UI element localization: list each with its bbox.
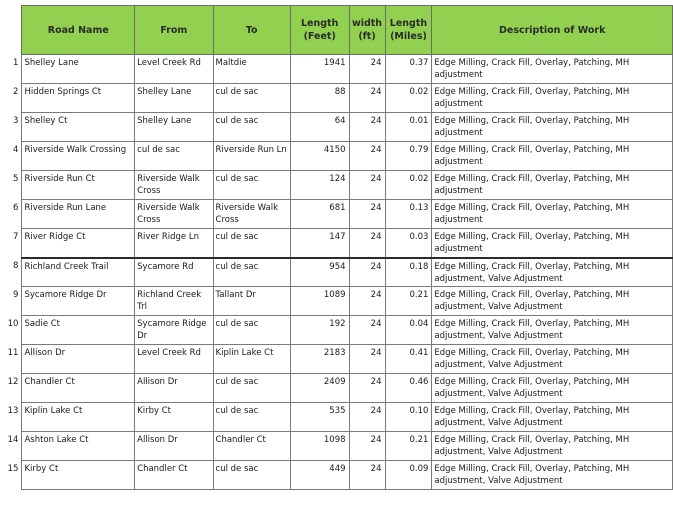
row-number: 6 [4, 200, 22, 229]
road-name-cell[interactable]: Kiplin Lake Ct [22, 403, 135, 432]
from-cell[interactable]: Allison Dr [135, 432, 213, 461]
to-cell[interactable]: cul de sac [213, 316, 290, 345]
width-cell[interactable]: 24 [349, 432, 385, 461]
road-name-cell[interactable]: Allison Dr [22, 345, 135, 374]
road-name-cell[interactable]: Ashton Lake Ct [22, 432, 135, 461]
width-cell[interactable]: 24 [349, 55, 385, 84]
length-miles-cell[interactable]: 0.37 [385, 55, 432, 84]
table-row [4, 461, 673, 490]
length-feet-cell[interactable]: 147 [290, 229, 349, 258]
from-cell[interactable]: Shelley Lane [135, 84, 213, 113]
width-cell[interactable]: 24 [349, 316, 385, 345]
row-number: 11 [4, 345, 22, 374]
table-row [4, 229, 673, 258]
length-miles-cell[interactable]: 0.21 [385, 287, 432, 316]
length-miles-cell[interactable]: 0.41 [385, 345, 432, 374]
header-length-feet[interactable]: Length (Feet) [290, 6, 349, 55]
header-length-miles[interactable]: Length (Miles) [385, 6, 432, 55]
road-name-cell[interactable]: Sycamore Ridge Dr [22, 287, 135, 316]
to-cell[interactable]: Riverside Run Ln [213, 142, 290, 171]
width-cell[interactable]: 24 [349, 171, 385, 200]
description-cell[interactable]: Edge Milling, Crack Fill, Overlay, Patching, MH adjustment [432, 142, 673, 171]
to-cell[interactable]: cul de sac [213, 374, 290, 403]
description-cell[interactable]: Edge Milling, Crack Fill, Overlay, Patching, MH adjustment, Valve Adjustment [432, 316, 673, 345]
from-cell[interactable]: Sycamore Rd [135, 258, 213, 287]
table-row [4, 84, 673, 113]
length-miles-cell[interactable]: 0.21 [385, 432, 432, 461]
road-name-cell[interactable]: Riverside Run Lane [22, 200, 135, 229]
road-name-cell[interactable]: Hidden Springs Ct [22, 84, 135, 113]
length-miles-cell[interactable]: 0.18 [385, 258, 432, 287]
length-feet-cell[interactable]: 192 [290, 316, 349, 345]
table-row [4, 142, 673, 171]
description-cell[interactable]: Edge Milling, Crack Fill, Overlay, Patching, MH adjustment, Valve Adjustment [432, 374, 673, 403]
table-row [4, 258, 673, 287]
from-cell[interactable]: Shelley Lane [135, 113, 213, 142]
road-name-cell[interactable]: River Ridge Ct [22, 229, 135, 258]
from-cell[interactable]: Richland Creek Trl [135, 287, 213, 316]
description-cell[interactable]: Edge Milling, Crack Fill, Overlay, Patching, MH adjustment, Valve Adjustment [432, 258, 673, 287]
length-miles-cell[interactable]: 0.03 [385, 229, 432, 258]
width-cell[interactable]: 24 [349, 113, 385, 142]
width-cell[interactable]: 24 [349, 142, 385, 171]
description-cell[interactable]: Edge Milling, Crack Fill, Overlay, Patching, MH adjustment, Valve Adjustment [432, 461, 673, 490]
length-feet-cell[interactable]: 124 [290, 171, 349, 200]
description-cell[interactable]: Edge Milling, Crack Fill, Overlay, Patching, MH adjustment [432, 229, 673, 258]
width-cell[interactable]: 24 [349, 287, 385, 316]
length-miles-cell[interactable]: 0.04 [385, 316, 432, 345]
length-feet-cell[interactable]: 1098 [290, 432, 349, 461]
description-cell[interactable]: Edge Milling, Crack Fill, Overlay, Patching, MH adjustment [432, 84, 673, 113]
from-cell[interactable]: Kirby Ct [135, 403, 213, 432]
row-number: 1 [4, 55, 22, 84]
from-cell[interactable]: Riverside Walk Cross [135, 171, 213, 200]
road-name-cell[interactable]: Kirby Ct [22, 461, 135, 490]
length-feet-cell[interactable]: 1941 [290, 55, 349, 84]
length-feet-cell[interactable]: 681 [290, 200, 349, 229]
length-miles-cell[interactable]: 0.13 [385, 200, 432, 229]
table-row [4, 345, 673, 374]
header-from[interactable]: From [135, 6, 213, 55]
road-work-table [4, 5, 673, 490]
table-row [4, 113, 673, 142]
table-row [4, 55, 673, 84]
table-row [4, 171, 673, 200]
width-cell[interactable]: 24 [349, 345, 385, 374]
to-cell[interactable]: cul de sac [213, 258, 290, 287]
row-number: 13 [4, 403, 22, 432]
to-cell[interactable]: Kiplin Lake Ct [213, 345, 290, 374]
description-cell[interactable]: Edge Milling, Crack Fill, Overlay, Patching, MH adjustment, Valve Adjustment [432, 287, 673, 316]
road-name-cell[interactable]: Richland Creek Trail [22, 258, 135, 287]
length-feet-cell[interactable]: 1089 [290, 287, 349, 316]
from-cell[interactable]: River Ridge Ln [135, 229, 213, 258]
width-cell[interactable]: 24 [349, 200, 385, 229]
table-row [4, 374, 673, 403]
length-miles-cell[interactable]: 0.02 [385, 84, 432, 113]
row-number: 10 [4, 316, 22, 345]
header-road-name[interactable]: Road Name [22, 6, 135, 55]
from-cell[interactable]: Sycamore Ridge Dr [135, 316, 213, 345]
row-number-header [4, 6, 22, 55]
from-cell[interactable]: Chandler Ct [135, 461, 213, 490]
length-miles-cell[interactable]: 0.01 [385, 113, 432, 142]
header-width-ft[interactable]: width (ft) [349, 6, 385, 55]
table-row [4, 200, 673, 229]
width-cell[interactable]: 24 [349, 229, 385, 258]
table-row [4, 403, 673, 432]
header-description[interactable]: Description of Work [432, 6, 673, 55]
to-cell[interactable]: cul de sac [213, 84, 290, 113]
row-number: 15 [4, 461, 22, 490]
row-number: 9 [4, 287, 22, 316]
row-number: 8 [4, 258, 22, 287]
from-cell[interactable]: cul de sac [135, 142, 213, 171]
from-cell[interactable]: Level Creek Rd [135, 345, 213, 374]
length-miles-cell[interactable]: 0.09 [385, 461, 432, 490]
row-number: 14 [4, 432, 22, 461]
table-row [4, 432, 673, 461]
row-number: 7 [4, 229, 22, 258]
to-cell[interactable]: cul de sac [213, 461, 290, 490]
length-feet-cell[interactable]: 449 [290, 461, 349, 490]
road-name-cell[interactable]: Riverside Run Ct [22, 171, 135, 200]
table-row [4, 287, 673, 316]
from-cell[interactable]: Level Creek Rd [135, 55, 213, 84]
width-cell[interactable]: 24 [349, 84, 385, 113]
width-cell[interactable]: 24 [349, 374, 385, 403]
road-name-cell[interactable]: Chandler Ct [22, 374, 135, 403]
row-number: 5 [4, 171, 22, 200]
to-cell[interactable]: Maltdie [213, 55, 290, 84]
description-cell[interactable]: Edge Milling, Crack Fill, Overlay, Patching, MH adjustment [432, 113, 673, 142]
description-cell[interactable]: Edge Milling, Crack Fill, Overlay, Patching, MH adjustment, Valve Adjustment [432, 403, 673, 432]
length-feet-cell[interactable]: 954 [290, 258, 349, 287]
length-feet-cell[interactable]: 88 [290, 84, 349, 113]
to-cell[interactable]: cul de sac [213, 171, 290, 200]
from-cell[interactable]: Riverside Walk Cross [135, 200, 213, 229]
width-cell[interactable]: 24 [349, 258, 385, 287]
description-cell[interactable]: Edge Milling, Crack Fill, Overlay, Patching, MH adjustment, Valve Adjustment [432, 432, 673, 461]
description-cell[interactable]: Edge Milling, Crack Fill, Overlay, Patching, MH adjustment, Valve Adjustment [432, 345, 673, 374]
header-to[interactable]: To [213, 6, 290, 55]
road-name-cell[interactable]: Shelley Lane [22, 55, 135, 84]
to-cell[interactable]: Chandler Ct [213, 432, 290, 461]
length-feet-cell[interactable]: 64 [290, 113, 349, 142]
description-cell[interactable]: Edge Milling, Crack Fill, Overlay, Patching, MH adjustment [432, 171, 673, 200]
table-row [4, 316, 673, 345]
to-cell[interactable]: cul de sac [213, 229, 290, 258]
row-number: 12 [4, 374, 22, 403]
width-cell[interactable]: 24 [349, 403, 385, 432]
row-number: 2 [4, 84, 22, 113]
header-row [4, 6, 673, 55]
to-cell[interactable]: cul de sac [213, 113, 290, 142]
to-cell[interactable]: cul de sac [213, 403, 290, 432]
road-name-cell[interactable]: Sadie Ct [22, 316, 135, 345]
length-miles-cell[interactable]: 0.46 [385, 374, 432, 403]
road-name-cell[interactable]: Shelley Ct [22, 113, 135, 142]
length-miles-cell[interactable]: 0.79 [385, 142, 432, 171]
description-cell[interactable]: Edge Milling, Crack Fill, Overlay, Patching, MH adjustment [432, 200, 673, 229]
road-name-cell[interactable]: Riverside Walk Crossing [22, 142, 135, 171]
row-number: 3 [4, 113, 22, 142]
length-feet-cell[interactable]: 2183 [290, 345, 349, 374]
length-miles-cell[interactable]: 0.10 [385, 403, 432, 432]
to-cell[interactable]: Riverside Walk Cross [213, 200, 290, 229]
row-number: 4 [4, 142, 22, 171]
length-feet-cell[interactable]: 4150 [290, 142, 349, 171]
length-feet-cell[interactable]: 2409 [290, 374, 349, 403]
length-miles-cell[interactable]: 0.02 [385, 171, 432, 200]
from-cell[interactable]: Allison Dr [135, 374, 213, 403]
length-feet-cell[interactable]: 535 [290, 403, 349, 432]
description-cell[interactable]: Edge Milling, Crack Fill, Overlay, Patching, MH adjustment [432, 55, 673, 84]
width-cell[interactable]: 24 [349, 461, 385, 490]
to-cell[interactable]: Tallant Dr [213, 287, 290, 316]
